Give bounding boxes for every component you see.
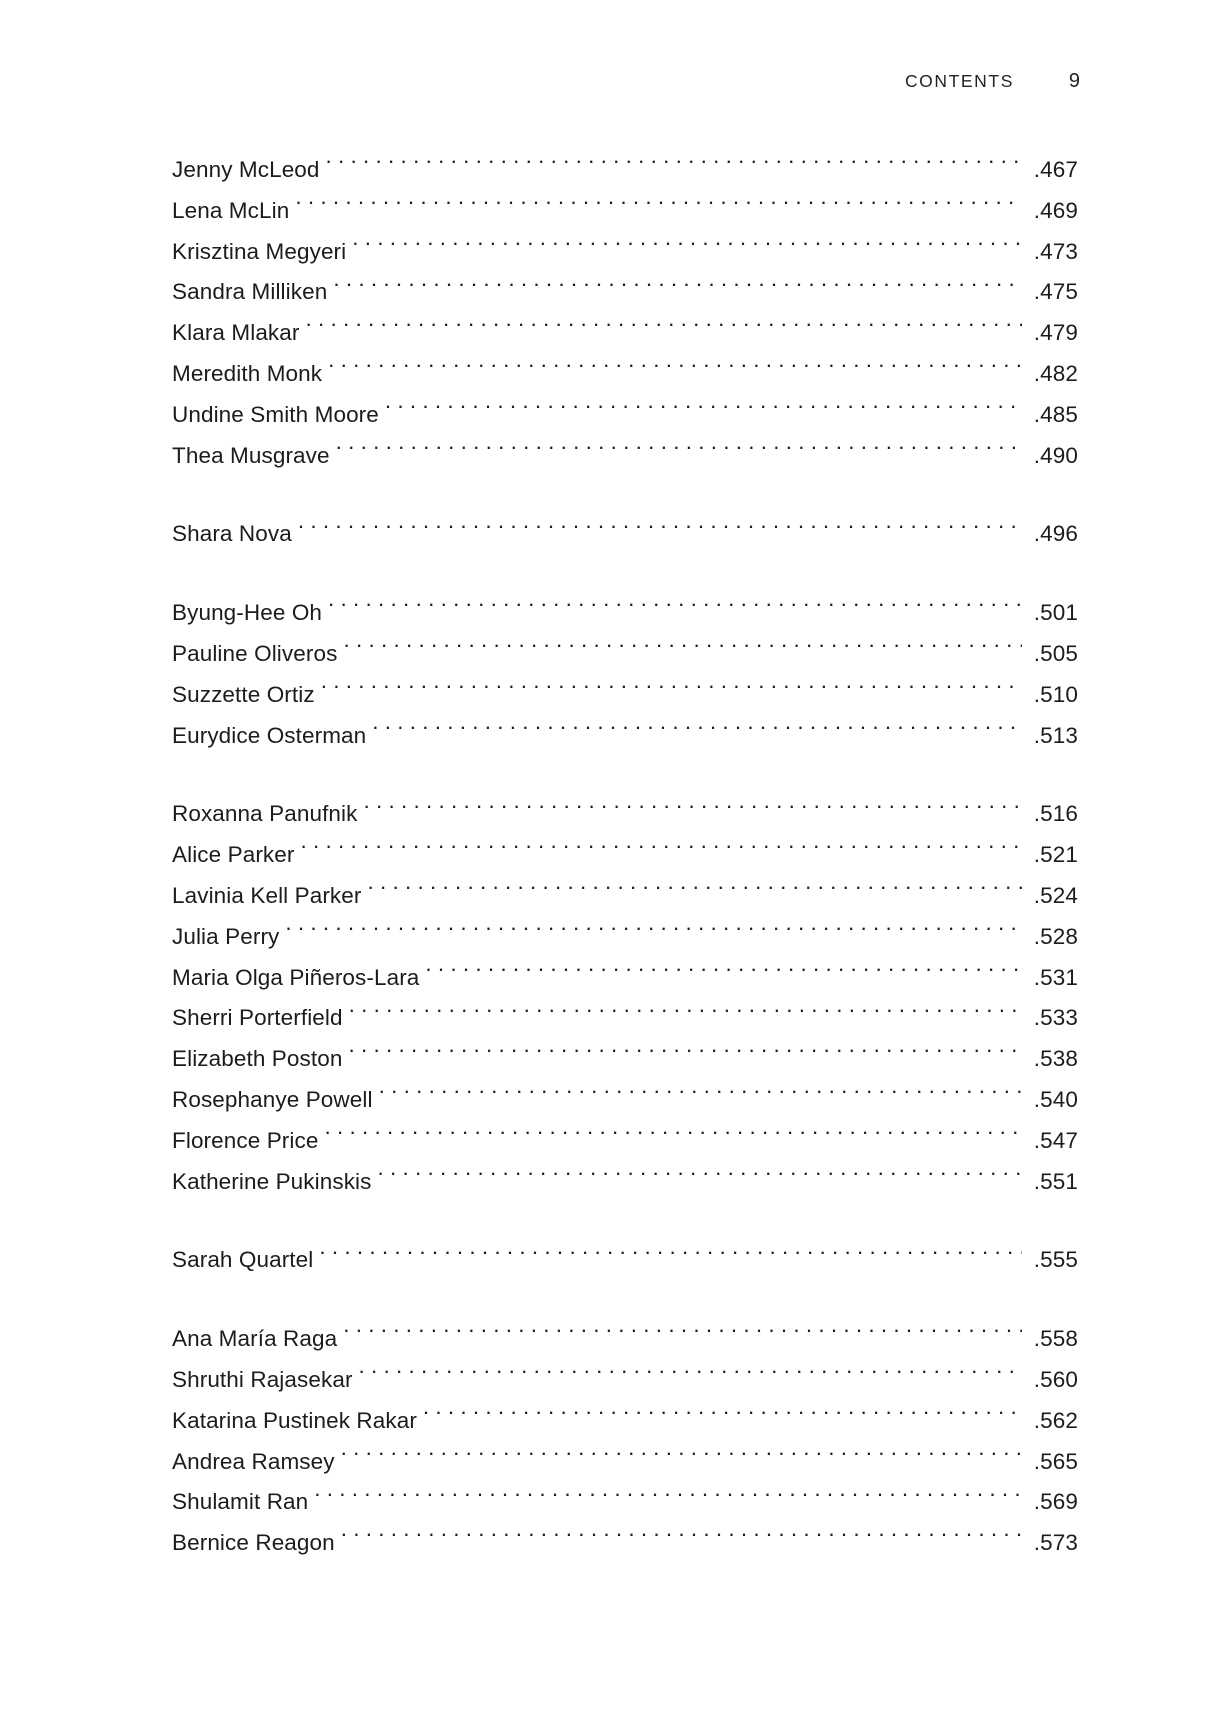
toc-entry-name: Pauline Oliveros <box>172 640 338 666</box>
toc-entry-page-number: . 540 <box>1026 1080 1078 1121</box>
toc-leader-dots <box>349 1003 1022 1026</box>
toc-entry[interactable] <box>172 958 1078 999</box>
toc-entry-name: Krisztina Megyeri <box>172 238 347 264</box>
toc-entry-name: Katherine Pukinskis <box>172 1168 372 1194</box>
toc-entry-page-number: . 565 <box>1026 1442 1078 1483</box>
toc-leader-dots <box>352 236 1022 259</box>
toc-entry-page-number: . 475 <box>1026 272 1078 313</box>
toc-entry-name: Maria Olga Piñeros-Lara <box>172 964 420 990</box>
toc-leader-dots <box>341 1446 1022 1469</box>
toc-entry[interactable] <box>172 1360 1078 1401</box>
toc-entry[interactable] <box>172 1080 1078 1121</box>
toc-group <box>172 1319 1078 1564</box>
toc-entry[interactable] <box>172 272 1078 313</box>
page-folio-number: 9 <box>1068 70 1080 92</box>
toc-entry[interactable] <box>172 191 1078 232</box>
toc-entry-name: Julia Perry <box>172 923 280 949</box>
toc-leader-dots <box>379 1084 1022 1107</box>
toc-entry-page-number: . 485 <box>1026 395 1078 436</box>
toc-entry[interactable] <box>172 514 1078 555</box>
toc-entry-name: Elizabeth Poston <box>172 1046 343 1072</box>
toc-leader-dots <box>333 277 1022 300</box>
toc-entry[interactable] <box>172 917 1078 958</box>
toc-group <box>172 593 1078 756</box>
toc-entry[interactable] <box>172 1442 1078 1483</box>
toc-entry-name: Ana María Raga <box>172 1326 338 1352</box>
toc-leader-dots <box>298 519 1022 542</box>
toc-entry-page-number: . 524 <box>1026 876 1078 917</box>
toc-leader-dots <box>321 679 1022 702</box>
toc-leader-dots <box>425 962 1022 985</box>
toc-leader-dots <box>359 1364 1022 1387</box>
toc-entry-name: Shruthi Rajasekar <box>172 1366 353 1392</box>
toc-entry[interactable] <box>172 1162 1078 1203</box>
toc-entry-page-number: . 521 <box>1026 835 1078 876</box>
toc-leader-dots <box>295 195 1022 218</box>
toc-leader-dots <box>301 840 1023 863</box>
toc-leader-dots <box>319 1245 1022 1268</box>
toc-entry-name: Bernice Reagon <box>172 1530 335 1556</box>
toc-entry[interactable] <box>172 1039 1078 1080</box>
toc-entry[interactable] <box>172 634 1078 675</box>
toc-entry[interactable] <box>172 1240 1078 1281</box>
toc-entry-name: Roxanna Panufnik <box>172 801 358 827</box>
toc-entry[interactable] <box>172 1319 1078 1360</box>
toc-entry-page-number: . 473 <box>1026 232 1078 273</box>
toc-entry-name: Byung-Hee Oh <box>172 600 323 626</box>
toc-entry-page-number: . 528 <box>1026 917 1078 958</box>
toc-leader-dots <box>372 720 1022 743</box>
toc-entry-page-number: . 533 <box>1026 998 1078 1039</box>
toc-entry[interactable] <box>172 1121 1078 1162</box>
toc-entry-name: Klara Mlakar <box>172 320 300 346</box>
toc-entry-page-number: . 490 <box>1026 436 1078 477</box>
toc-entry-page-number: . 560 <box>1026 1360 1078 1401</box>
toc-entry[interactable] <box>172 1401 1078 1442</box>
toc-entry[interactable] <box>172 1523 1078 1564</box>
toc-entry-name: Jenny McLeod <box>172 157 320 182</box>
toc-entry-name: Sandra Milliken <box>172 279 328 305</box>
toc-leader-dots <box>285 921 1022 944</box>
toc-group <box>172 150 1078 476</box>
toc-entry-page-number: . 496 <box>1026 514 1078 555</box>
running-head-title: CONTENTS <box>904 71 1014 91</box>
toc-entry-page-number: . 531 <box>1026 958 1078 999</box>
toc-group <box>172 1240 1078 1281</box>
table-of-contents <box>172 150 1078 1564</box>
toc-entry-name: Shara Nova <box>172 521 292 547</box>
toc-leader-dots <box>423 1405 1022 1428</box>
toc-entry[interactable] <box>172 998 1078 1039</box>
toc-entry[interactable] <box>172 232 1078 273</box>
toc-entry-name: Shulamit Ran <box>172 1489 309 1515</box>
toc-leader-dots <box>363 799 1022 822</box>
toc-group <box>172 514 1078 555</box>
toc-entry[interactable] <box>172 354 1078 395</box>
toc-entry[interactable] <box>172 313 1078 354</box>
toc-entry-page-number: . 558 <box>1026 1319 1078 1360</box>
toc-entry-page-number: . 551 <box>1026 1162 1078 1203</box>
toc-entry-name: Andrea Ramsey <box>172 1448 335 1474</box>
toc-leader-dots <box>348 1044 1022 1067</box>
toc-leader-dots <box>306 318 1023 341</box>
toc-entry-page-number: . 510 <box>1026 675 1078 716</box>
toc-entry[interactable] <box>172 436 1078 477</box>
toc-entry-page-number: . 562 <box>1026 1401 1078 1442</box>
toc-entry-page-number: . 469 <box>1026 191 1078 232</box>
toc-entry[interactable] <box>172 593 1078 634</box>
toc-entry-name: Eurydice Osterman <box>172 722 367 748</box>
toc-entry-page-number: . 573 <box>1026 1523 1078 1564</box>
toc-entry-page-number: . 505 <box>1026 634 1078 675</box>
toc-leader-dots <box>368 880 1023 903</box>
toc-leader-dots <box>343 638 1022 661</box>
toc-entry-name: Alice Parker <box>172 842 295 868</box>
toc-entry-page-number: . 538 <box>1026 1039 1078 1080</box>
toc-leader-dots <box>341 1528 1022 1551</box>
toc-entry-name: Sherri Porterfield <box>172 1005 343 1031</box>
toc-entry-page-number: . 482 <box>1026 354 1078 395</box>
toc-entry[interactable] <box>172 150 1078 191</box>
toc-entry-name: Lena McLin <box>172 197 290 223</box>
toc-entry[interactable] <box>172 675 1078 716</box>
toc-group <box>172 794 1078 1202</box>
toc-entry[interactable] <box>172 876 1078 917</box>
toc-leader-dots <box>385 399 1022 422</box>
toc-entry[interactable] <box>172 395 1078 436</box>
toc-entry[interactable] <box>172 1482 1078 1523</box>
toc-leader-dots <box>336 440 1022 463</box>
toc-entry-name: Rosephanye Powell <box>172 1086 373 1112</box>
toc-entry-name: Undine Smith Moore <box>172 401 379 427</box>
toc-entry[interactable] <box>172 716 1078 757</box>
toc-leader-dots <box>324 1125 1022 1148</box>
toc-leader-dots <box>326 155 1022 178</box>
toc-entry-page-number: . 516 <box>1026 794 1078 835</box>
toc-entry-page-number: . 555 <box>1026 1240 1078 1281</box>
toc-entry-name: Florence Price <box>172 1127 319 1153</box>
toc-leader-dots <box>343 1324 1022 1347</box>
toc-entry-page-number: . 513 <box>1026 716 1078 757</box>
toc-entry-page-number: . 547 <box>1026 1121 1078 1162</box>
toc-entry-name: Suzzette Ortiz <box>172 681 315 707</box>
toc-leader-dots <box>328 358 1022 381</box>
toc-entry-name: Meredith Monk <box>172 360 323 386</box>
toc-entry-name: Thea Musgrave <box>172 442 330 468</box>
toc-entry[interactable] <box>172 794 1078 835</box>
toc-entry-name: Sarah Quartel <box>172 1247 314 1273</box>
toc-entry-name: Lavinia Kell Parker <box>172 882 362 908</box>
toc-entry[interactable] <box>172 835 1078 876</box>
toc-entry-name: Katarina Pustinek Rakar <box>172 1407 417 1433</box>
toc-leader-dots <box>328 598 1022 621</box>
toc-entry-page-number: . 479 <box>1026 313 1078 354</box>
toc-leader-dots <box>314 1487 1022 1510</box>
toc-entry-page-number: . 467 <box>1026 150 1078 191</box>
running-head <box>660 70 1080 93</box>
toc-entry-page-number: . 569 <box>1026 1482 1078 1523</box>
toc-leader-dots <box>378 1166 1023 1189</box>
toc-entry-page-number: . 501 <box>1026 593 1078 634</box>
